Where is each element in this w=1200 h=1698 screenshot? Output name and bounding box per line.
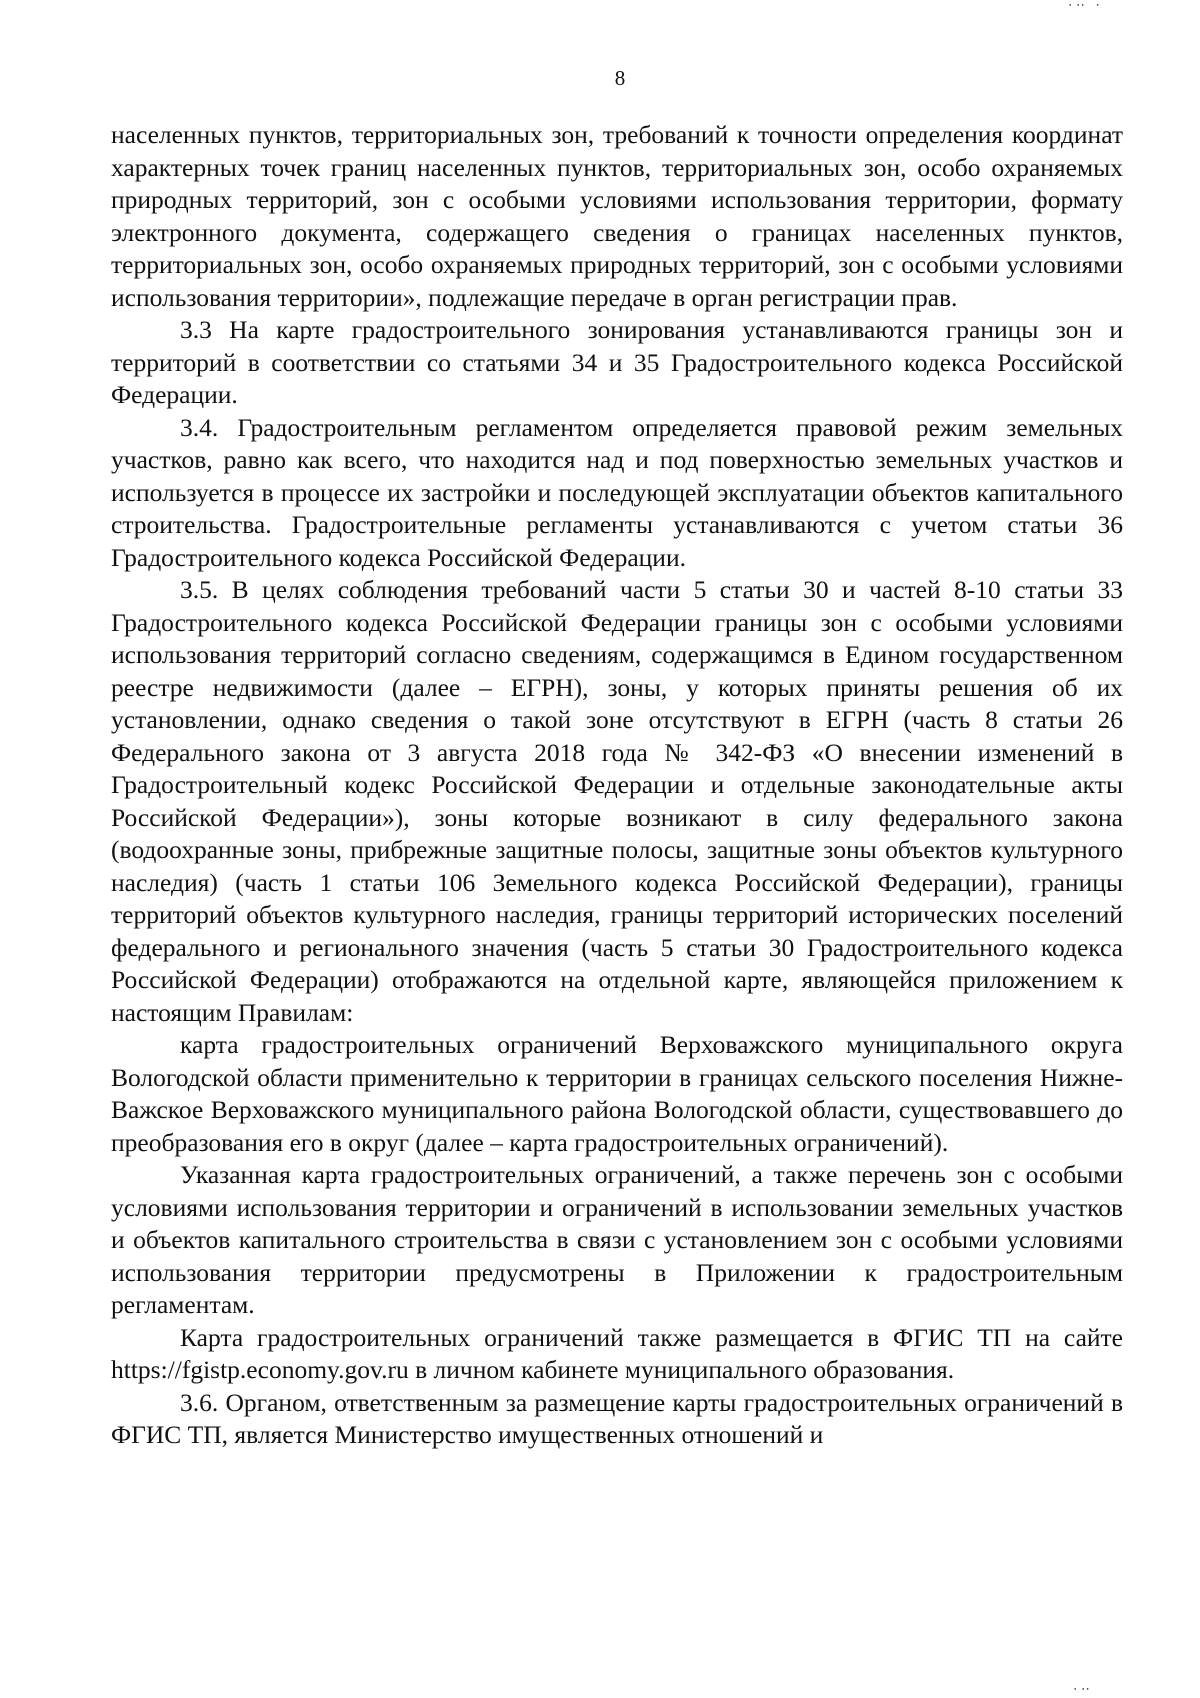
paragraph-continuation: населенных пунктов, территориальных зон, требований к точности определения координат характерных точек границ населенных пунктов, территориальных зон, особо охраняемых природных территорий, зон с особыми условиями использования территории, формату электронного документа, содержащего сведения о границах населенных пунктов, территориальных зон, особо охраняемых природных территорий, зон с особыми условиями использования территории», подлежащие передаче в орган регистрации прав.: [111, 120, 1123, 312]
paragraph-map-restrictions: карта градостроительных ограничений Верховажского муниципального округа Вологодской области применительно к территории в границах сельского поселения Нижне-Важское Верховажского муниципального района Вологодской области, существовавшего до преобразования его в округ (далее – карта градостроительных ограничений).: [111, 1030, 1123, 1157]
scan-artifact-mark: ‧ ‧‧ ‧: [1068, 0, 1100, 14]
document-body: [111, 119, 1123, 1452]
paragraph-map-appendix: Указанная карта градостроительных ограничений, а также перечень зон с особыми условиями использования территории и ограничений в использовании земельных участков и объектов капитального строительства в связи с установлением зон с особыми условиями использования территории предусмотрены в Приложении к градостроительным регламентам.: [111, 1160, 1123, 1319]
paragraph-3-4: 3.4. Градостроительным регламентом определяется правовой режим земельных участков, равно как всего, что находится над и под поверхностью земельных участков и используется в процессе их застройки и последующей эксплуатации объектов капитального строительства. Градостроительные регламенты устанавливаются с учетом статьи 36 Градостроительного кодекса Российской Федерации.: [111, 412, 1123, 572]
paragraph-3-6: 3.6. Органом, ответственным за размещение карты градостроительных ограничений в ФГИС ТП, является Министерство имущественных отношений и: [111, 1387, 1123, 1449]
paragraph-fgis-tp: Карта градостроительных ограничений также размещается в ФГИС ТП на сайте https://fgistp.economy.gov.ru в личном кабинете муниципального образования.: [111, 1322, 1123, 1384]
paragraph-3-5: 3.5. В целях соблюдения требований части 5 статьи 30 и частей 8-10 статьи 33 Градостроительного кодекса Российской Федерации границы зон с особыми условиями использования территорий согласно сведениям, содержащимся в Едином государственном реестре недвижимости (далее – ЕГРН), зоны, у которых приняты решения об их установлении, однако сведения о такой зоне отсутствуют в ЕГРН (часть 8 статьи 26 Федерального закона от 3 августа 2018 года № 342-ФЗ «О внесении изменений в Градостроительный кодекс Российской Федерации и отдельные законодательные акты Российской Федерации»), зоны которые возникают в силу федерального закона (водоохранные зоны, прибрежные защитные полосы, защитные зоны объектов культурного наследия) (часть 1 статьи 106 Земельного кодекса Российской Федерации), границы территорий объектов культурного наследия, границы территорий исторических поселений федерального и регионального значения (часть 5 статьи 30 Градостроительного кодекса Российской Федерации) отображаются на отдельной карте, являющейся приложением к настоящим Правилам:: [111, 575, 1123, 1027]
scan-artifact-mark: ‧ ‧‧: [1073, 1683, 1090, 1698]
page-number: 8: [614, 66, 626, 90]
paragraph-3-3: 3.3 На карте градостроительного зонирования устанавливаются границы зон и территорий в соответствии со статьями 34 и 35 Градостроительного кодекса Российской Федерации.: [111, 315, 1123, 409]
